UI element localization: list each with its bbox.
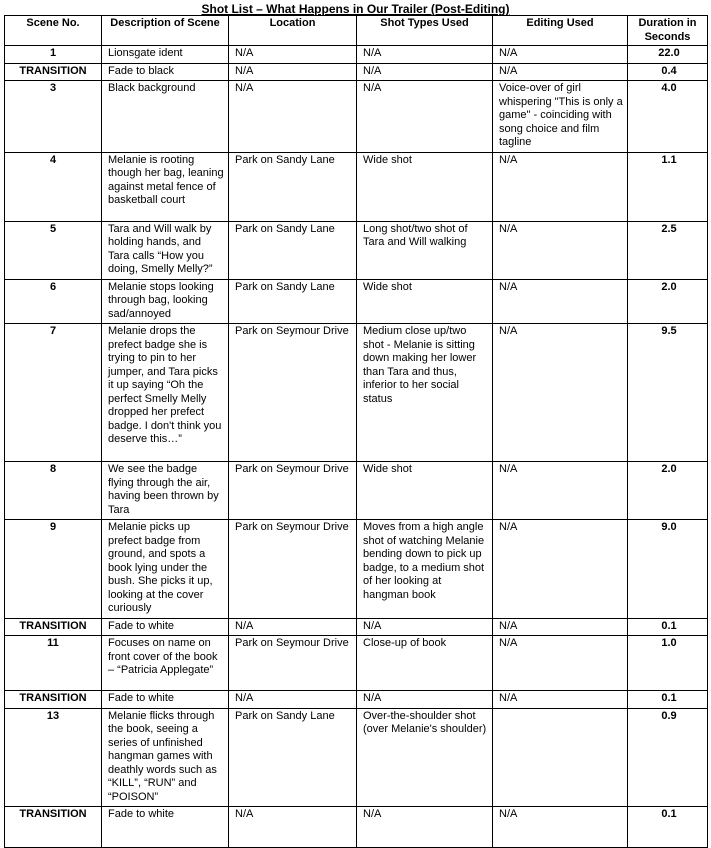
description-cell: Fade to black <box>102 63 229 81</box>
duration-cell: 0.1 <box>628 807 708 848</box>
shot-type-cell: N/A <box>357 46 493 64</box>
header-editing: Editing Used <box>493 16 628 46</box>
table-row <box>5 279 708 324</box>
header-scene-no: Scene No. <box>5 16 102 46</box>
table-row <box>5 636 708 691</box>
scene-number-cell: 6 <box>5 279 102 324</box>
editing-cell: Voice-over of girl whispering "This is only a game" - coinciding with song choice and film tagline <box>493 81 628 153</box>
scene-number-cell: 3 <box>5 81 102 153</box>
description-cell: Fade to white <box>102 807 229 848</box>
description-cell: Melanie is rooting though her bag, leaning against metal fence of basketball court <box>102 152 229 221</box>
shot-type-cell: N/A <box>357 618 493 636</box>
editing-cell: N/A <box>493 63 628 81</box>
editing-cell: N/A <box>493 152 628 221</box>
shot-type-cell: Medium close up/two shot - Melanie is sitting down making her lower than Tara and thus, inferior to her social status <box>357 324 493 462</box>
scene-number-cell: TRANSITION <box>5 807 102 848</box>
editing-cell: N/A <box>493 520 628 619</box>
description-cell: Melanie drops the prefect badge she is trying to pin to her jumper, and Tara picks it up saying “Oh the perfect Smelly Melly dropped her prefect badge. I don't think you deserve this…” <box>102 324 229 462</box>
description-cell: We see the badge flying through the air, having been thrown by Tara <box>102 462 229 520</box>
shot-list-table <box>4 15 708 848</box>
location-cell: Park on Seymour Drive <box>229 324 357 462</box>
duration-cell: 2.0 <box>628 462 708 520</box>
document-title: Shot List – What Happens in Our Trailer (Post-Editing) <box>201 2 510 16</box>
description-cell: Tara and Will walk by holding hands, and Tara calls “How you doing, Smelly Melly?” <box>102 221 229 279</box>
location-cell: Park on Sandy Lane <box>229 221 357 279</box>
location-cell: Park on Seymour Drive <box>229 520 357 619</box>
editing-cell: N/A <box>493 618 628 636</box>
duration-cell: 4.0 <box>628 81 708 153</box>
shot-type-cell: N/A <box>357 691 493 709</box>
header-shot-types: Shot Types Used <box>357 16 493 46</box>
scene-number-cell: 9 <box>5 520 102 619</box>
description-cell: Fade to white <box>102 691 229 709</box>
shot-type-cell: N/A <box>357 81 493 153</box>
scene-number-cell: 8 <box>5 462 102 520</box>
description-cell: Focuses on name on front cover of the book – “Patricia Applegate” <box>102 636 229 691</box>
shot-type-cell: N/A <box>357 807 493 848</box>
shot-type-cell: Wide shot <box>357 152 493 221</box>
duration-cell: 0.1 <box>628 618 708 636</box>
location-cell: N/A <box>229 81 357 153</box>
shot-type-cell: N/A <box>357 63 493 81</box>
location-cell: Park on Seymour Drive <box>229 636 357 691</box>
editing-cell: N/A <box>493 279 628 324</box>
table-row <box>5 81 708 153</box>
editing-cell: N/A <box>493 807 628 848</box>
duration-cell: 0.4 <box>628 63 708 81</box>
shot-type-cell: Moves from a high angle shot of watching Melanie bending down to pick up badge, to a medium shot of her looking at hangman book <box>357 520 493 619</box>
duration-cell: 2.0 <box>628 279 708 324</box>
scene-number-cell: 5 <box>5 221 102 279</box>
duration-cell: 1.1 <box>628 152 708 221</box>
location-cell: N/A <box>229 807 357 848</box>
location-cell: N/A <box>229 618 357 636</box>
editing-cell: N/A <box>493 636 628 691</box>
location-cell: N/A <box>229 63 357 81</box>
shot-type-cell: Long shot/two shot of Tara and Will walking <box>357 221 493 279</box>
scene-number-cell: 11 <box>5 636 102 691</box>
description-cell: Melanie flicks through the book, seeing a series of unfinished hangman games with deathly words such as “KILL”, “RUN” and “POISON” <box>102 708 229 807</box>
duration-cell: 9.0 <box>628 520 708 619</box>
shot-type-cell: Wide shot <box>357 279 493 324</box>
table-row <box>5 462 708 520</box>
location-cell: Park on Sandy Lane <box>229 708 357 807</box>
description-cell: Lionsgate ident <box>102 46 229 64</box>
scene-number-cell: 4 <box>5 152 102 221</box>
duration-cell: 1.0 <box>628 636 708 691</box>
table-row <box>5 324 708 462</box>
location-cell: N/A <box>229 46 357 64</box>
table-row <box>5 520 708 619</box>
header-location: Location <box>229 16 357 46</box>
scene-number-cell: 1 <box>5 46 102 64</box>
editing-cell: N/A <box>493 221 628 279</box>
description-cell: Melanie stops looking through bag, looking sad/annoyed <box>102 279 229 324</box>
shot-type-cell: Over-the-shoulder shot (over Melanie's shoulder) <box>357 708 493 807</box>
table-row <box>5 46 708 64</box>
editing-cell: N/A <box>493 46 628 64</box>
table-row <box>5 807 708 848</box>
header-duration: Duration in Seconds <box>628 16 708 46</box>
shot-type-cell: Wide shot <box>357 462 493 520</box>
editing-cell: N/A <box>493 324 628 462</box>
editing-cell: N/A <box>493 691 628 709</box>
duration-cell: 2.5 <box>628 221 708 279</box>
header-description: Description of Scene <box>102 16 229 46</box>
table-row <box>5 708 708 807</box>
duration-cell: 22.0 <box>628 46 708 64</box>
scene-number-cell: TRANSITION <box>5 63 102 81</box>
table-row <box>5 618 708 636</box>
editing-cell: N/A <box>493 462 628 520</box>
shot-type-cell: Close-up of book <box>357 636 493 691</box>
table-row <box>5 63 708 81</box>
duration-cell: 9.5 <box>628 324 708 462</box>
location-cell: N/A <box>229 691 357 709</box>
scene-number-cell: 7 <box>5 324 102 462</box>
table-row <box>5 152 708 221</box>
duration-cell: 0.1 <box>628 691 708 709</box>
duration-cell: 0.9 <box>628 708 708 807</box>
table-row <box>5 691 708 709</box>
location-cell: Park on Sandy Lane <box>229 279 357 324</box>
table-row <box>5 221 708 279</box>
header-row <box>5 16 708 46</box>
editing-cell <box>493 708 628 807</box>
scene-number-cell: TRANSITION <box>5 691 102 709</box>
location-cell: Park on Seymour Drive <box>229 462 357 520</box>
scene-number-cell: 13 <box>5 708 102 807</box>
description-cell: Fade to white <box>102 618 229 636</box>
scene-number-cell: TRANSITION <box>5 618 102 636</box>
location-cell: Park on Sandy Lane <box>229 152 357 221</box>
description-cell: Melanie picks up prefect badge from ground, and spots a book lying under the bush. She picks it up, looking at the cover curiously <box>102 520 229 619</box>
description-cell: Black background <box>102 81 229 153</box>
